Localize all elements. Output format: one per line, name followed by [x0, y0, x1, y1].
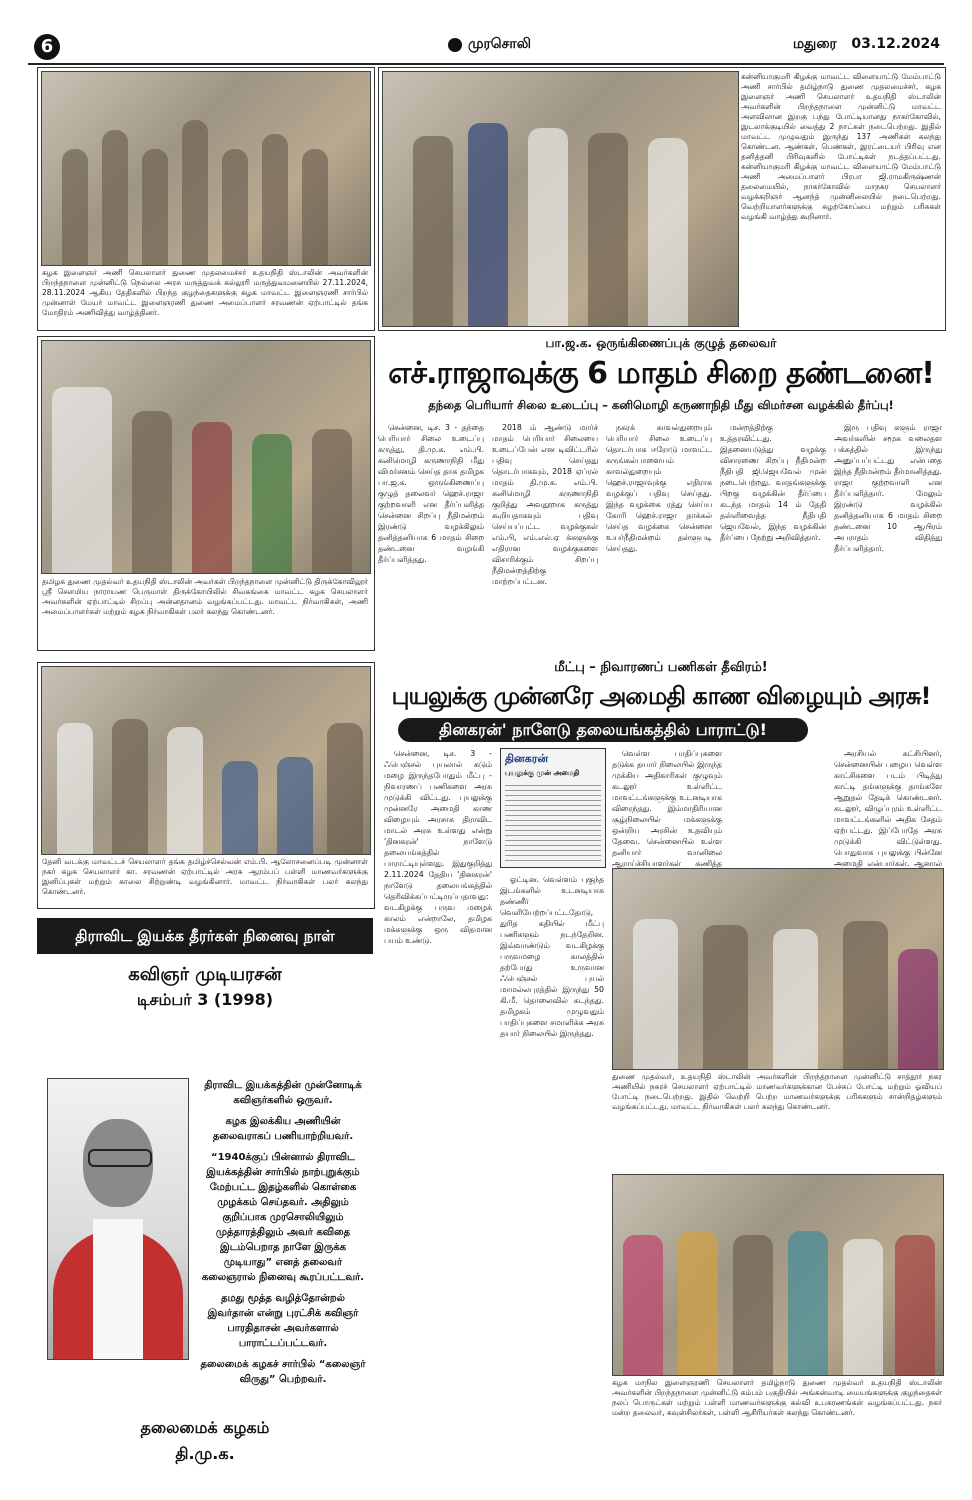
bottom-right-caption-2: கழக மாநில இளைஞரணி செயலாளர் தமிழ்நாடு துணை முதல்வர் உதயநிதி ஸ்டாலின் அவர்களின் பிறந்தநாளை முன்னிட்டு கம்பம் பகுதியில் அங்கன்வாடி மையங்களுக்கு குழந்தைகள் நலப் பொருட்கள் மற்றும் பள்ளி மாணவர்களுக்கு கல்வி உபகரணங்கள் வழங்கப்பட்டது. நகர் மன்ற தலைவர், கவுன்சிலர்கள், பள்ளி ஆசிரியர்கள் கலந்து கொண்டனர்.: [612, 1378, 942, 1417]
mid-left-caption: தமிழக துணை முதல்வர் உதயநிதி ஸ்டாலின் அவர்கள் பிறந்தநாளை முன்னிட்டு திருக்கோவிலூர் ஸ்ரீ சௌமிய நாராயண பெருமாள் திருக்கோயிலில் சிவகங்கை மாவட்ட கழக செயலாளர் அவர்களின் ஏற்பாட்டில் சிறப்பு அன்னதானம் வழங்கப்பட்டது. மாவட்ட நிர்வாகிகள், அணி அமைப்பாளர்கள் மற்றும் கழக நிர்வாகிகள் பலர் கலந்து கொண்டனர்.: [42, 577, 368, 616]
dinakaran-clip-title: புயலுக்கு முன் அமைதி: [505, 769, 580, 777]
portrait-glasses: [88, 1149, 152, 1167]
city: மதுரை: [792, 36, 837, 52]
raja-column-2: 2018 ம் ஆண்டு மார்ச் மாதம் பெரியார் சிலையை உடைப்பேன் என டிவிட்டரில் பதிவு செய்தது தொடர்பாகவும், 2018 ஏப்ரல் மாதம் தி.மு.க. எம்.பி. கனிமொழி கருணாநிதி குறித்து அவதூறாக கருத்து கூறியதாகவும் பதிவு செய்யப்பட்ட வழக்குகள் எம்.பி, எம்.எல்.ஏ க்களுக்கு எதிரான வழக்குகளை விசாரிக்கும் சிறப்பு நீதிமன்றத்திற்கு மாற்றப்பட்டன.: [492, 423, 598, 586]
memorial-paragraph: கழக இலக்கிய அணியின் தலைவராகப் பணியாற்றியவர்.: [212, 1116, 354, 1142]
hospital-photo: [41, 71, 371, 266]
raja-column-5: இரு பதிவு களும் ராஜா அவர்களின் சமூக வலைதள பக்கத்தில் இருந்து அனுப்பப்பட்டது என்பதை இந்த நீதிமன்றம் தீர்மானித்தது. ராஜா குற்றவாளி என தீர்ப்பளித்தார். மேலும் இரண்டு வழக்கில் தனித்தனியாக 6 மாதம் சிறை தண்டனை 10 ஆயிரம் அபராதம் விதித்து தீர்ப்பளித்தார்.: [834, 423, 942, 553]
portrait-shirt: [93, 1219, 143, 1359]
badminton-prize-photo: [382, 71, 739, 327]
bottom-right-caption-1: துணை முதல்வர், உதயநிதி ஸ்டாலின் அவர்களின் பிறந்தநாளை முன்னிட்டு சாத்தூர் நகர அணியில் நகரச் செயலாளர் ஏற்பாட்டில் மாணவர்களுக்கான பேச்சுப் போட்டி மற்றும் ஓவியப் போட்டி நடைபெற்றது. இதில் வெற்றி பெற்ற மாணவர்களுக்கு பரிசுகளும் சான்றிதழ்களும் வழங்கப்பட்டது. மாவட்ட நிர்வாகிகள் பலர் கலந்து கொண்டனர்.: [612, 1072, 942, 1111]
top-right-story: [378, 67, 946, 331]
memorial-box: [37, 918, 373, 1480]
memorial-paragraph: தமது மூத்த வழித்தோன்றல் இவர்தான் என்று புரட்சிக் கவிஞர் பாரதிதாசன் அவர்களால் பாராட்டப்பட்டவர்.: [207, 1293, 359, 1349]
paper-name: முரசொலி: [468, 36, 531, 52]
flood-column-3: வெள்ள பாதிப்புகளை தடுக்க தயார் நிலையில் இருந்த முக்கிய அதிகாரிகள் குழுவும் கடலூர் உள்ளிட்ட மாவட்டங்களுக்கு உடனடியாக விரைந்தது. இம்மாதிரியான சூழ்நிலையில் மக்களுக்கு ஒன்றிய அரசின் உதவியும் தேவை. சென்னையில் உள்ள தனியார் வானிலை ஆராய்ச்சியாளர்கள் கணித்த: [612, 749, 722, 868]
flood-story: [378, 660, 944, 1480]
flood-column-2: ஓட்டின. வெள்ளம் புகுந்த இடங்களில் உடனடியாக தண்ணீர் வெளியேற்றப்பட்டதோடு, துரித கதியில் மீட்பு பணிகளும் நடந்தேறின. இவ்வாண்டும் வடகிழக்கு பருவமழை காலத்தில் தற்போது உருவான ஃபெஞ்சல் புயல் மாமல்லபுரத்தில் இருந்து 50 கி.மீ. தொலைவில் கடந்தது. தமிழகம் முழுவதும் பாதிப்புகளை சமாளிக்க அரசு தயார் நிலையில் இருந்தது.: [500, 875, 604, 1038]
annadhanam-photo: [41, 340, 371, 574]
raja-column-3: நகரக் காவல்துறையும் பெரியார் சிலை உடைப்பு தொடர்பாக ஈரோடு மாவட்ட கருங்கல்பாளையம் காவல்துறையும் ஹெச்.ராஜாவுக்கு எதிராக வழக்குப் பதிவு செய்தது. இந்த வழக்கை ரத்து செய்ய கோரி ஹெச்.ராஜா தாக்கல் செய்த வழக்கை சென்னை உயர்நீதிமன்றம் தள்ளுபடி செய்தது.: [606, 423, 712, 553]
dateline: [793, 36, 940, 54]
raja-kicker: பா.ஜ.க. ஒருங்கிணைப்புக் குழுத் தலைவர்: [545, 336, 777, 350]
memorial-paragraph: திராவிட இயக்கத்தின் முன்னோடிக் கவிஞர்களில் ஒருவர்.: [204, 1080, 362, 1106]
anganwadi-photo: [612, 1174, 944, 1376]
raja-story: [378, 336, 944, 646]
raja-headline: எச்.ராஜாவுக்கு 6 மாதம் சிறை தண்டனை!: [388, 356, 934, 391]
flood-banner: தினகரன்' நாளேடு தலையங்கத்தில் பாராட்டு!: [398, 718, 808, 742]
flood-headline: புயலுக்கு முன்னரே அமைதி காண விழையும் அரசு!: [391, 682, 931, 710]
memorial-footer-org: தி.மு.க.: [175, 1444, 235, 1463]
date: 03.12.2024: [851, 36, 940, 52]
page-header: [28, 32, 944, 62]
murasoli-logo-icon: [448, 38, 462, 52]
lower-left-caption: தேனி வடக்கு மாவட்டச் செயலாளர் தங்க தமிழ்ச்செல்வன் எம்.பி. ஆலோசனைப்படி முன்னாள் நகர் கழக செயலாளர் கா. சரவணன் ஏற்பாட்டில் அரசு ஆரம்பப் பள்ளி மாணவர்களுக்கு இனிப்புகள் மற்றும் காலை சிற்றுண்டி வழங்கினார். மாவட்ட நிர்வாகிகள் பலர் கலந்து கொண்டனர்.: [42, 857, 368, 896]
header-rule: [28, 63, 944, 65]
school-breakfast-photo: [41, 666, 371, 855]
raja-column-1: சென்னை, டிச. 3 - தந்தை பெரியார் சிலை உடைப்பு கருத்து, தி.மு.க. எம்.பி. கனிமொழி கருணாநிதி மீது விமர்சனம் செய்த தாக தமிழக பா.ஜ.க. ஒருங்கிணைப்பு குழுத் தலைவர் ஹெச்.ராஜா குற்றவாளி என தீர்ப்பளித்த சென்னை சிறப்பு நீதிமன்றம் இரண்டு வழக்கிலும் தனித்தனியாக 6 மாதம் சிறை தண்டனை வழங்கி தீர்ப்பளித்தது.: [378, 423, 484, 564]
prize-award-photo: [612, 868, 944, 1070]
top-right-caption: கன்னியாகுமரி கிழக்கு மாவட்ட விளையாட்டு மேம்பாட்டு அணி சார்பில் தமிழ்நாடு துணை முதலமைச்சர், கழக இளைஞர் அணி செயலாளர் உதயநிதி ஸ்டாலின் அவர்களின் பிறந்தநாளை முன்னிட்டு மாவட்ட அளவிலான இறகு பந்து போட்டியானது நாகர்கோவில், இடலாக்குடியில் வைத்து 2 நாட்கள் நடைபெற்றது. இதில் மாவட்ட முழுவதும் இருந்து 137 அணிகள் கலந்து கொண்டன. ஆண்கள், பெண்கள், இரட்டையர் பிரிவு என தனித்தனி பிரிவுகளில் போட்டிகள் நடத்தப்பட்டது. கன்னியாகுமரி கிழக்கு மாவட்ட விளையாட்டு மேம்பாட்டு அணி அமைப்பாளர் பிரபா ஜி.ராமகிருஷ்ணன் தலைமையில், நாகர்கோவில் மாநகர செயலாளர் வழக்கறிஞர் ஆனந்த் முன்னிலையில் நடைபெற்றது. வெற்றியாளர்களுக்கு சுழற்கோப்பை மற்றும் பரிசுகள் வழங்கி வாழ்த்து கூறினார்.: [741, 72, 941, 221]
raja-column-4: மன்றத்திற்கு உத்தரவிட்டது. இதனையடுத்து வழக்கு விசாரணை சிறப்பு நீதிமன்ற நீதிபதி ஜி.ஜெயவேல் முன் நடைபெற்றது. வாதங்களுக்கு பிறகு வழக்கின் தீர்ப்பை கடந்த மாதம் 14 ம் தேதி தள்ளிவைத்த நீதிபதி ஜெயவேல், இந்த வழக்கின் தீர்ப்பை நேற்று அறிவித்தார்.: [720, 423, 826, 542]
memorial-text: [199, 1078, 367, 1393]
flood-kicker: மீட்பு – நிவாரணப் பணிகள் தீவிரம்!: [554, 660, 768, 675]
memorial-banner: திராவிட இயக்க தீரர்கள் நினைவு நாள்: [37, 918, 373, 954]
memorial-footer-title: தலைமைக் கழகம்: [140, 1418, 270, 1437]
page-number: 6: [34, 34, 60, 60]
memorial-date: டிசம்பர் 3 (1998): [136, 990, 274, 1009]
memorial-paragraph: “1940க்குப் பின்னால் திராவிட இயக்கத்தின் சார்பில் நாற்புறுக்கும் மேற்பட்ட இதழ்களில் கொள்கை முழக்கம் செய்தவர். அதிலும் குறிப்பாக முரசொலியிலும் முத்தாரத்திலும் அவர் கவிதை இடம்பெறாத நாளே இருக்க முடியாது” எனத் தலைவர் கலைஞரால் நினைவு கூரப்பட்டவர்.: [201, 1152, 365, 1283]
dinakaran-masthead: தினகரன்: [505, 752, 549, 765]
poet-portrait: [47, 1078, 189, 1360]
top-left-story: [37, 67, 375, 331]
raja-subhead: தந்தை பெரியார் சிலை உடைப்பு – கனிமொழி கருணாநிதி மீது விமர்சன வழக்கில் தீர்ப்பு!: [428, 398, 894, 412]
dinakaran-clip: [500, 748, 606, 868]
top-left-caption: கழக இளைஞர் அணி செயலாளர் துணை முதலமைச்சர் உதயநிதி ஸ்டாலின் அவர்களின் பிறந்தநாளை முன்னிட்டு நெல்லை அரசு மருத்துவக் கல்லூரி மருத்துவமனையில் 27.11.2024, 28.11.2024 ஆகிய தேதிகளில் பிறந்த குழந்தைகளுக்கு கழக மாவட்ட இளைஞரணி சார்பில் முன்னாள் மேயர் மாவட்ட இளைஞரணி துணை அமைப்பாளர் சரவணன் ஏற்பாட்டில் தங்க மோதிரம் அணிவித்து வாழ்த்தினர்.: [42, 268, 368, 317]
memorial-name: கவிஞர் முடியரசன்: [128, 964, 282, 985]
flood-column-4: அரசியல் கட்சியினர், சென்னையின் பழைய வெள்ள காட்சிகளை படம் பிடித்து காட்டி தங்களுக்கு தாங்களே ஆறுதல் தேடிக் கொண்டனர். கடலூர், விழுப்புரம் உள்ளிட்ட மாவட்டங்களில் அதிக சேதம் ஏற்பட்டது. இப்போதே அரசு முடுக்கி விட்டுள்ளது. பொதுவாக புயலுக்கு பின்னே அமைதி என்பார்கள். ஆனால்: [834, 749, 942, 868]
flood-column-1: சென்னை, டிச. 3 - ஃபெஞ்சல் புயலால் கடும் மழை இருந்தபோதும் மீட்பு - நிவாரணப் பணிகளை அரசு முடுக்கி விட்டது. புயலுக்கு முன்னரே அமைதி காண விழையும் அரசாக திராவிட மாடல் அரசு உள்ளது என்று 'தினகரன்' நாளேடு தலையங்கத்தில் பாராட்டியுள்ளது. இதுகுறித்து 2.11.2024 தேதிய 'தினகரன்' நாளேடு தலையங்கத்தில் தெரிவிக்கப்பட்டிருப்பதாவது: வடகிழக்கு பருவ மழைக் காலம் என்றாலே, தமிழக மக்களுக்கு ஒரு விதமான பயம் உண்டு.: [384, 749, 492, 945]
memorial-paragraph: தலைமைக் கழகச் சார்பில் “கலைஞர் விருது” பெற்றவர்.: [200, 1359, 366, 1385]
clip-text-lines: [505, 781, 601, 863]
mid-left-story: [37, 336, 375, 651]
lower-left-story: [37, 662, 375, 909]
